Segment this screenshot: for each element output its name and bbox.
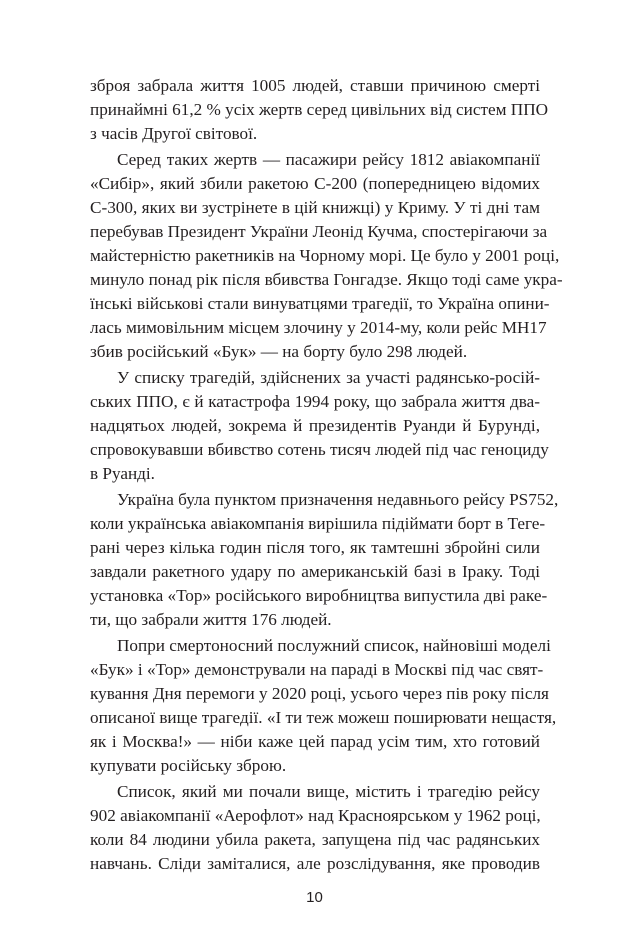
text-line: лась мимовільним місцем злочину у 2014-му, коли рейс MH17 (90, 318, 547, 337)
text-line: в Руанді. (90, 464, 155, 483)
text-line: Серед таких жертв — пасажири рейсу 1812 авіакомпанії (117, 150, 540, 169)
text-line: коли українська авіакомпанія вирішила підіймати борт в Теге- (90, 514, 546, 533)
text-line: описаної вище трагедії. «І ти теж можеш поширювати нещастя, (90, 708, 557, 727)
text-line: перебував Президент України Леонід Кучма, спостерігаючи за (90, 222, 548, 241)
text-line: завдали ракетного удару по американській базі в Іраку. Тоді (90, 562, 540, 581)
text-line: з часів Другої світової. (90, 124, 258, 143)
text-line: надцятьох людей, зокрема й президентів Руанди й Бурунді, (90, 416, 540, 435)
text-line: принаймні 61,2 % усіх жертв серед цивільних від систем ППО (90, 100, 549, 119)
text-line: купувати російську зброю. (90, 756, 287, 775)
text-line: минуло понад рік після вбивства Гонгадзе. Якщо тоді саме укра- (90, 270, 563, 289)
text-line: навчань. Сліди заміталися, але розслідування, яке проводив (90, 854, 540, 873)
text-line: С-300, яких ви зустрінете в цій книжці) у Криму. У ті дні там (90, 198, 540, 217)
text-line: У списку трагедій, здійснених за участі радянсько-росій- (117, 368, 540, 387)
text-line: майстерністю ракетників на Чорному морі. Це було у 2001 році, (90, 246, 560, 265)
text-line: як і Москва!» — ніби каже цей парад усім тим, хто готовий (90, 732, 540, 751)
text-line: рані через кілька годин після того, як тамтешні збройні сили (90, 538, 540, 557)
text-line: збив російський «Бук» — на борту було 298 людей. (90, 342, 468, 361)
text-line: «Сибір», який збили ракетою С-200 (попередницею відомих (90, 174, 540, 193)
text-line: установка «Тор» російського виробництва випустила дві раке- (90, 586, 548, 605)
text-line: «Бук» і «Тор» демонстрували на параді в Москві під час свят- (90, 660, 544, 679)
text-line: ських ППО, є й катастрофа 1994 року, що забрала життя два- (90, 392, 540, 411)
text-line: Україна була пунктом призначення недавнього рейсу PS752, (117, 490, 559, 509)
text-line: їнські військові стали винуватцями трагедії, то Україна опини- (90, 294, 550, 313)
text-line: коли 84 людини убила ракета, запущена під час радянських (90, 830, 540, 849)
text-line: ти, що забрали життя 176 людей. (90, 610, 332, 629)
text-line: спровокувавши вбивство сотень тисяч людей під час геноциду (90, 440, 549, 459)
page-number: 10 (306, 889, 323, 906)
text-line: 902 авіакомпанії «Аерофлот» над Красноярськом у 1962 році, (90, 806, 541, 825)
text-line: зброя забрала життя 1005 людей, ставши причиною смерті (90, 76, 540, 95)
text-line: Список, який ми почали вище, містить і трагедію рейсу (117, 782, 540, 801)
text-line: кування Дня перемоги у 2020 році, усього через пів року після (90, 684, 549, 703)
text-line: Попри смертоносний послужний список, найновіші моделі (117, 636, 551, 655)
